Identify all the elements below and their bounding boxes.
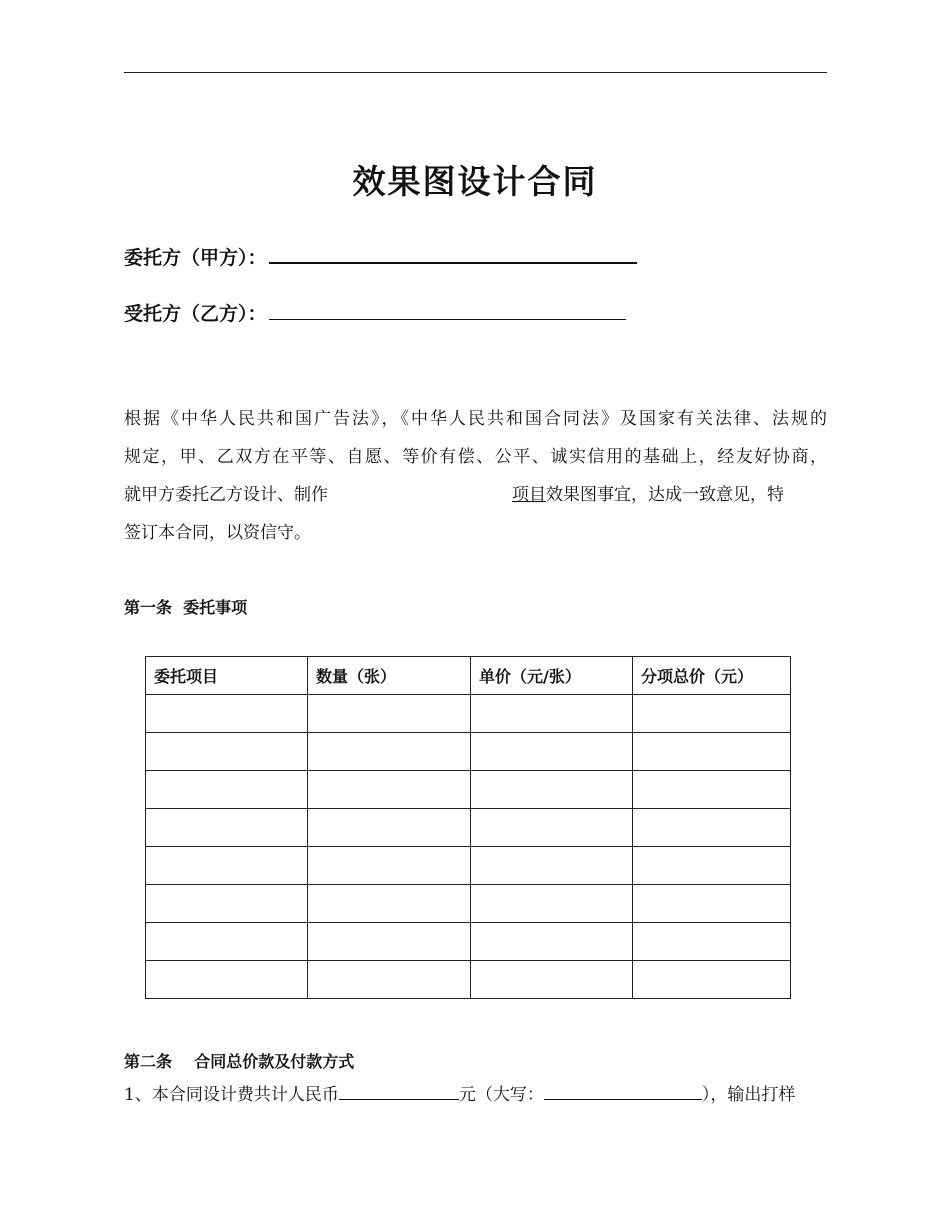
- table-cell[interactable]: [308, 923, 471, 961]
- total-amount-blank[interactable]: [339, 1085, 459, 1100]
- clause-1-prefix: 1、本合同设计费共计人民币: [124, 1085, 339, 1105]
- table-cell[interactable]: [471, 923, 633, 961]
- table-cell[interactable]: [633, 733, 791, 771]
- party-b-line: [124, 299, 626, 326]
- article-2-heading: 第二条 合同总价款及付款方式: [124, 1052, 355, 1071]
- project-underlined: 项目: [512, 485, 546, 505]
- clause-1-suffix: ），输出打样: [701, 1085, 796, 1105]
- table-row: [146, 695, 791, 733]
- table-cell[interactable]: [146, 961, 308, 999]
- table-cell[interactable]: [633, 961, 791, 999]
- table-cell[interactable]: [633, 847, 791, 885]
- table-cell[interactable]: [308, 771, 471, 809]
- table-cell[interactable]: [633, 809, 791, 847]
- table-cell[interactable]: [308, 961, 471, 999]
- intro-line-3: [124, 476, 827, 514]
- table-row: [146, 809, 791, 847]
- table-cell[interactable]: [633, 771, 791, 809]
- intro-line-1: 根据《中华人民共和国广告法》，《中华人民共和国合同法》及国家有关法律、法规的: [124, 409, 827, 429]
- article-1-heading: 第一条 委托事项: [124, 598, 248, 617]
- table-cell[interactable]: [633, 923, 791, 961]
- table-cell[interactable]: [471, 733, 633, 771]
- table-row: [146, 733, 791, 771]
- table-row: [146, 847, 791, 885]
- table-cell[interactable]: [471, 961, 633, 999]
- intro-paragraph: [124, 400, 827, 552]
- party-b-label: 受托方（乙方）：: [124, 303, 267, 325]
- table-cell[interactable]: [308, 847, 471, 885]
- document-title: 效果图设计合同: [352, 162, 598, 201]
- col-header-unit-price: 单价（元/张）: [471, 657, 633, 695]
- table-cell[interactable]: [471, 847, 633, 885]
- col-header-subtotal: 分项总价（元）: [633, 657, 791, 695]
- table-row: [146, 885, 791, 923]
- table-cell[interactable]: [146, 809, 308, 847]
- party-a-label: 委托方（甲方）：: [124, 247, 267, 269]
- table-cell[interactable]: [308, 885, 471, 923]
- table-cell[interactable]: [146, 771, 308, 809]
- commission-table: [145, 656, 791, 999]
- table-cell[interactable]: [146, 923, 308, 961]
- table-cell[interactable]: [146, 885, 308, 923]
- table-cell[interactable]: [308, 733, 471, 771]
- table-row: [146, 771, 791, 809]
- table-cell[interactable]: [633, 695, 791, 733]
- party-a-line: [124, 243, 637, 270]
- col-header-quantity: 数量（张）: [308, 657, 471, 695]
- table-cell[interactable]: [146, 695, 308, 733]
- clause-1-middle: 元（大写：: [458, 1085, 544, 1105]
- intro-line-3-prefix: 就甲方委托乙方设计、制作: [124, 485, 328, 505]
- table-cell[interactable]: [471, 885, 633, 923]
- amount-in-words-blank[interactable]: [544, 1085, 702, 1100]
- table-cell[interactable]: [471, 809, 633, 847]
- table-header-row: [146, 657, 791, 695]
- table-row: [146, 923, 791, 961]
- table-cell[interactable]: [308, 809, 471, 847]
- col-header-item: 委托项目: [146, 657, 308, 695]
- intro-line-2: 规定，甲、乙双方在平等、自愿、等价有偿、公平、诚实信用的基础上，经友好协商，: [124, 447, 827, 467]
- table-cell[interactable]: [471, 695, 633, 733]
- table-cell[interactable]: [146, 733, 308, 771]
- table-cell[interactable]: [633, 885, 791, 923]
- table-cell[interactable]: [471, 771, 633, 809]
- table-body: [146, 695, 791, 999]
- table-cell[interactable]: [146, 847, 308, 885]
- article-2-clause-1: [124, 1080, 827, 1105]
- party-a-blank[interactable]: [269, 244, 637, 264]
- table-cell[interactable]: [308, 695, 471, 733]
- intro-line-4: 签订本合同，以资信守。: [124, 523, 311, 543]
- party-b-blank[interactable]: [269, 301, 626, 320]
- intro-line-3-suffix: 效果图事宜，达成一致意见，特: [546, 485, 784, 505]
- table-row: [146, 961, 791, 999]
- header-rule: [124, 72, 827, 73]
